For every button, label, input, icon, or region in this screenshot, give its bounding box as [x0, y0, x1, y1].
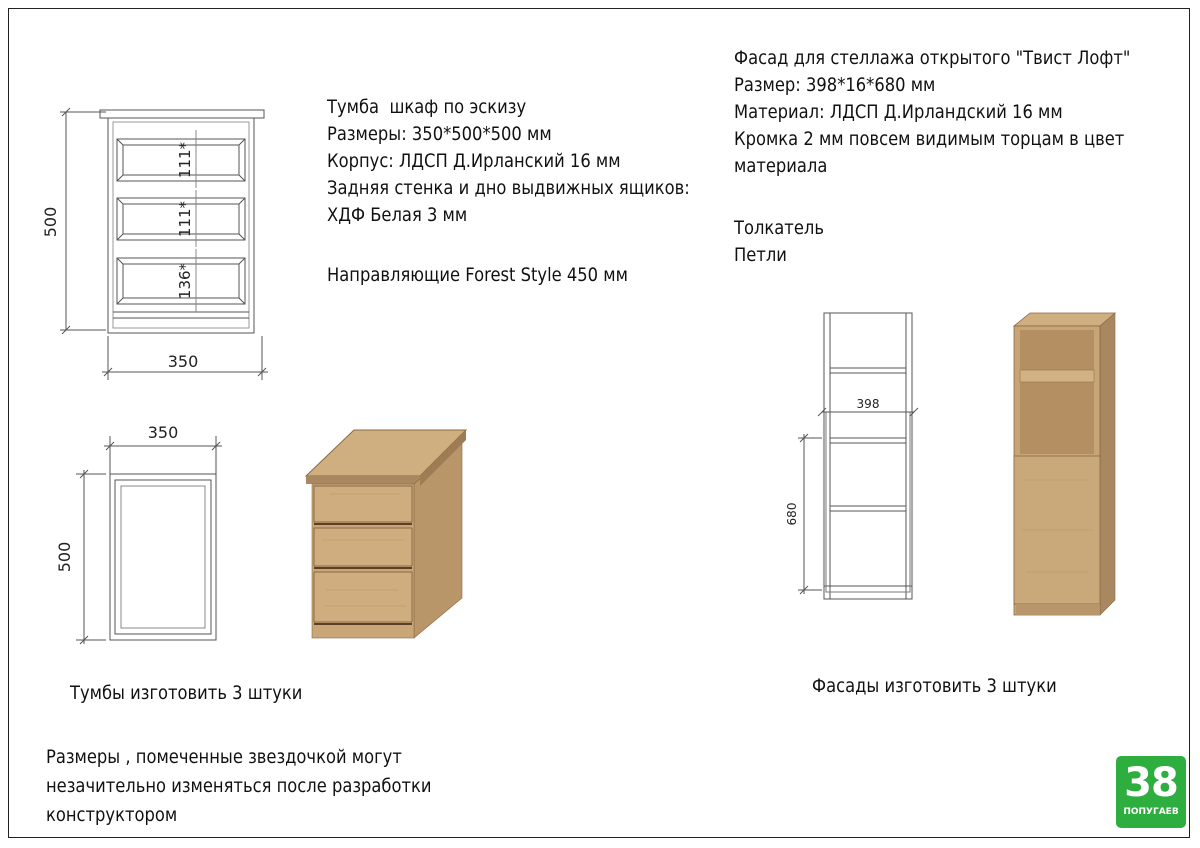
facade-spec-line-3: Материал: ЛДСП Д.Ирландский 16 мм [734, 101, 1063, 123]
drawer-2-dimension: 111* [176, 200, 194, 238]
shelving-3d-render [1014, 313, 1115, 615]
cabinet-side-drawing [76, 436, 222, 644]
facade-spec-line-5: материала [734, 155, 828, 177]
hardware-item-pusher: Толкатель [734, 217, 824, 239]
cabinet-spec-line-4: Задняя стенка и дно выдвижных ящиков: [327, 177, 690, 199]
facade-spec-line-4: Кромка 2 мм повсем видимым торцам в цвет [734, 128, 1125, 150]
drawer-3-dimension: 136* [176, 262, 194, 300]
caption-cabinets: Тумбы изготовить 3 штуки [70, 682, 303, 704]
caption-facades: Фасады изготовить 3 штуки [812, 675, 1057, 697]
hardware-item-hinges: Петли [734, 244, 787, 266]
facade-width-label: 398 [856, 397, 880, 411]
note-line-3: конструктором [46, 804, 178, 826]
cabinet-spec-line-5: ХДФ Белая 3 мм [327, 204, 468, 226]
side-width-label: 350 [147, 423, 179, 442]
cabinet-spec-line-2: Размеры: 350*500*500 мм [327, 123, 552, 145]
drawer-1-dimension: 111* [176, 141, 194, 179]
note-line-2: незачительно изменяться после разработки [46, 775, 432, 797]
company-logo [1116, 756, 1186, 828]
facade-spec-line-1: Фасад для стеллажа открытого "Твист Лофт" [734, 47, 1131, 69]
cabinet-spec-line-3: Корпус: ЛДСП Д.Ирланский 16 мм [327, 150, 621, 172]
cabinet-front-drawing [60, 108, 268, 380]
logo-number: 38 [1124, 760, 1178, 806]
shelving-line-drawing [798, 313, 918, 599]
cabinet-3d-render [306, 430, 466, 638]
facade-height-label: 680 [785, 502, 799, 526]
cabinet-spec-line-1: Тумба шкаф по эскизу [327, 96, 527, 118]
guides-spec: Направляющие Forest Style 450 мм [327, 264, 628, 286]
facade-spec-line-2: Размер: 398*16*680 мм [734, 74, 936, 96]
cabinet-height-label: 500 [41, 206, 60, 238]
logo-word: ПОПУГАЕВ [1123, 807, 1179, 817]
cabinet-width-label: 350 [167, 352, 199, 371]
note-line-1: Размеры , помеченные звездочкой могут [46, 746, 402, 768]
side-height-label: 500 [55, 541, 74, 573]
